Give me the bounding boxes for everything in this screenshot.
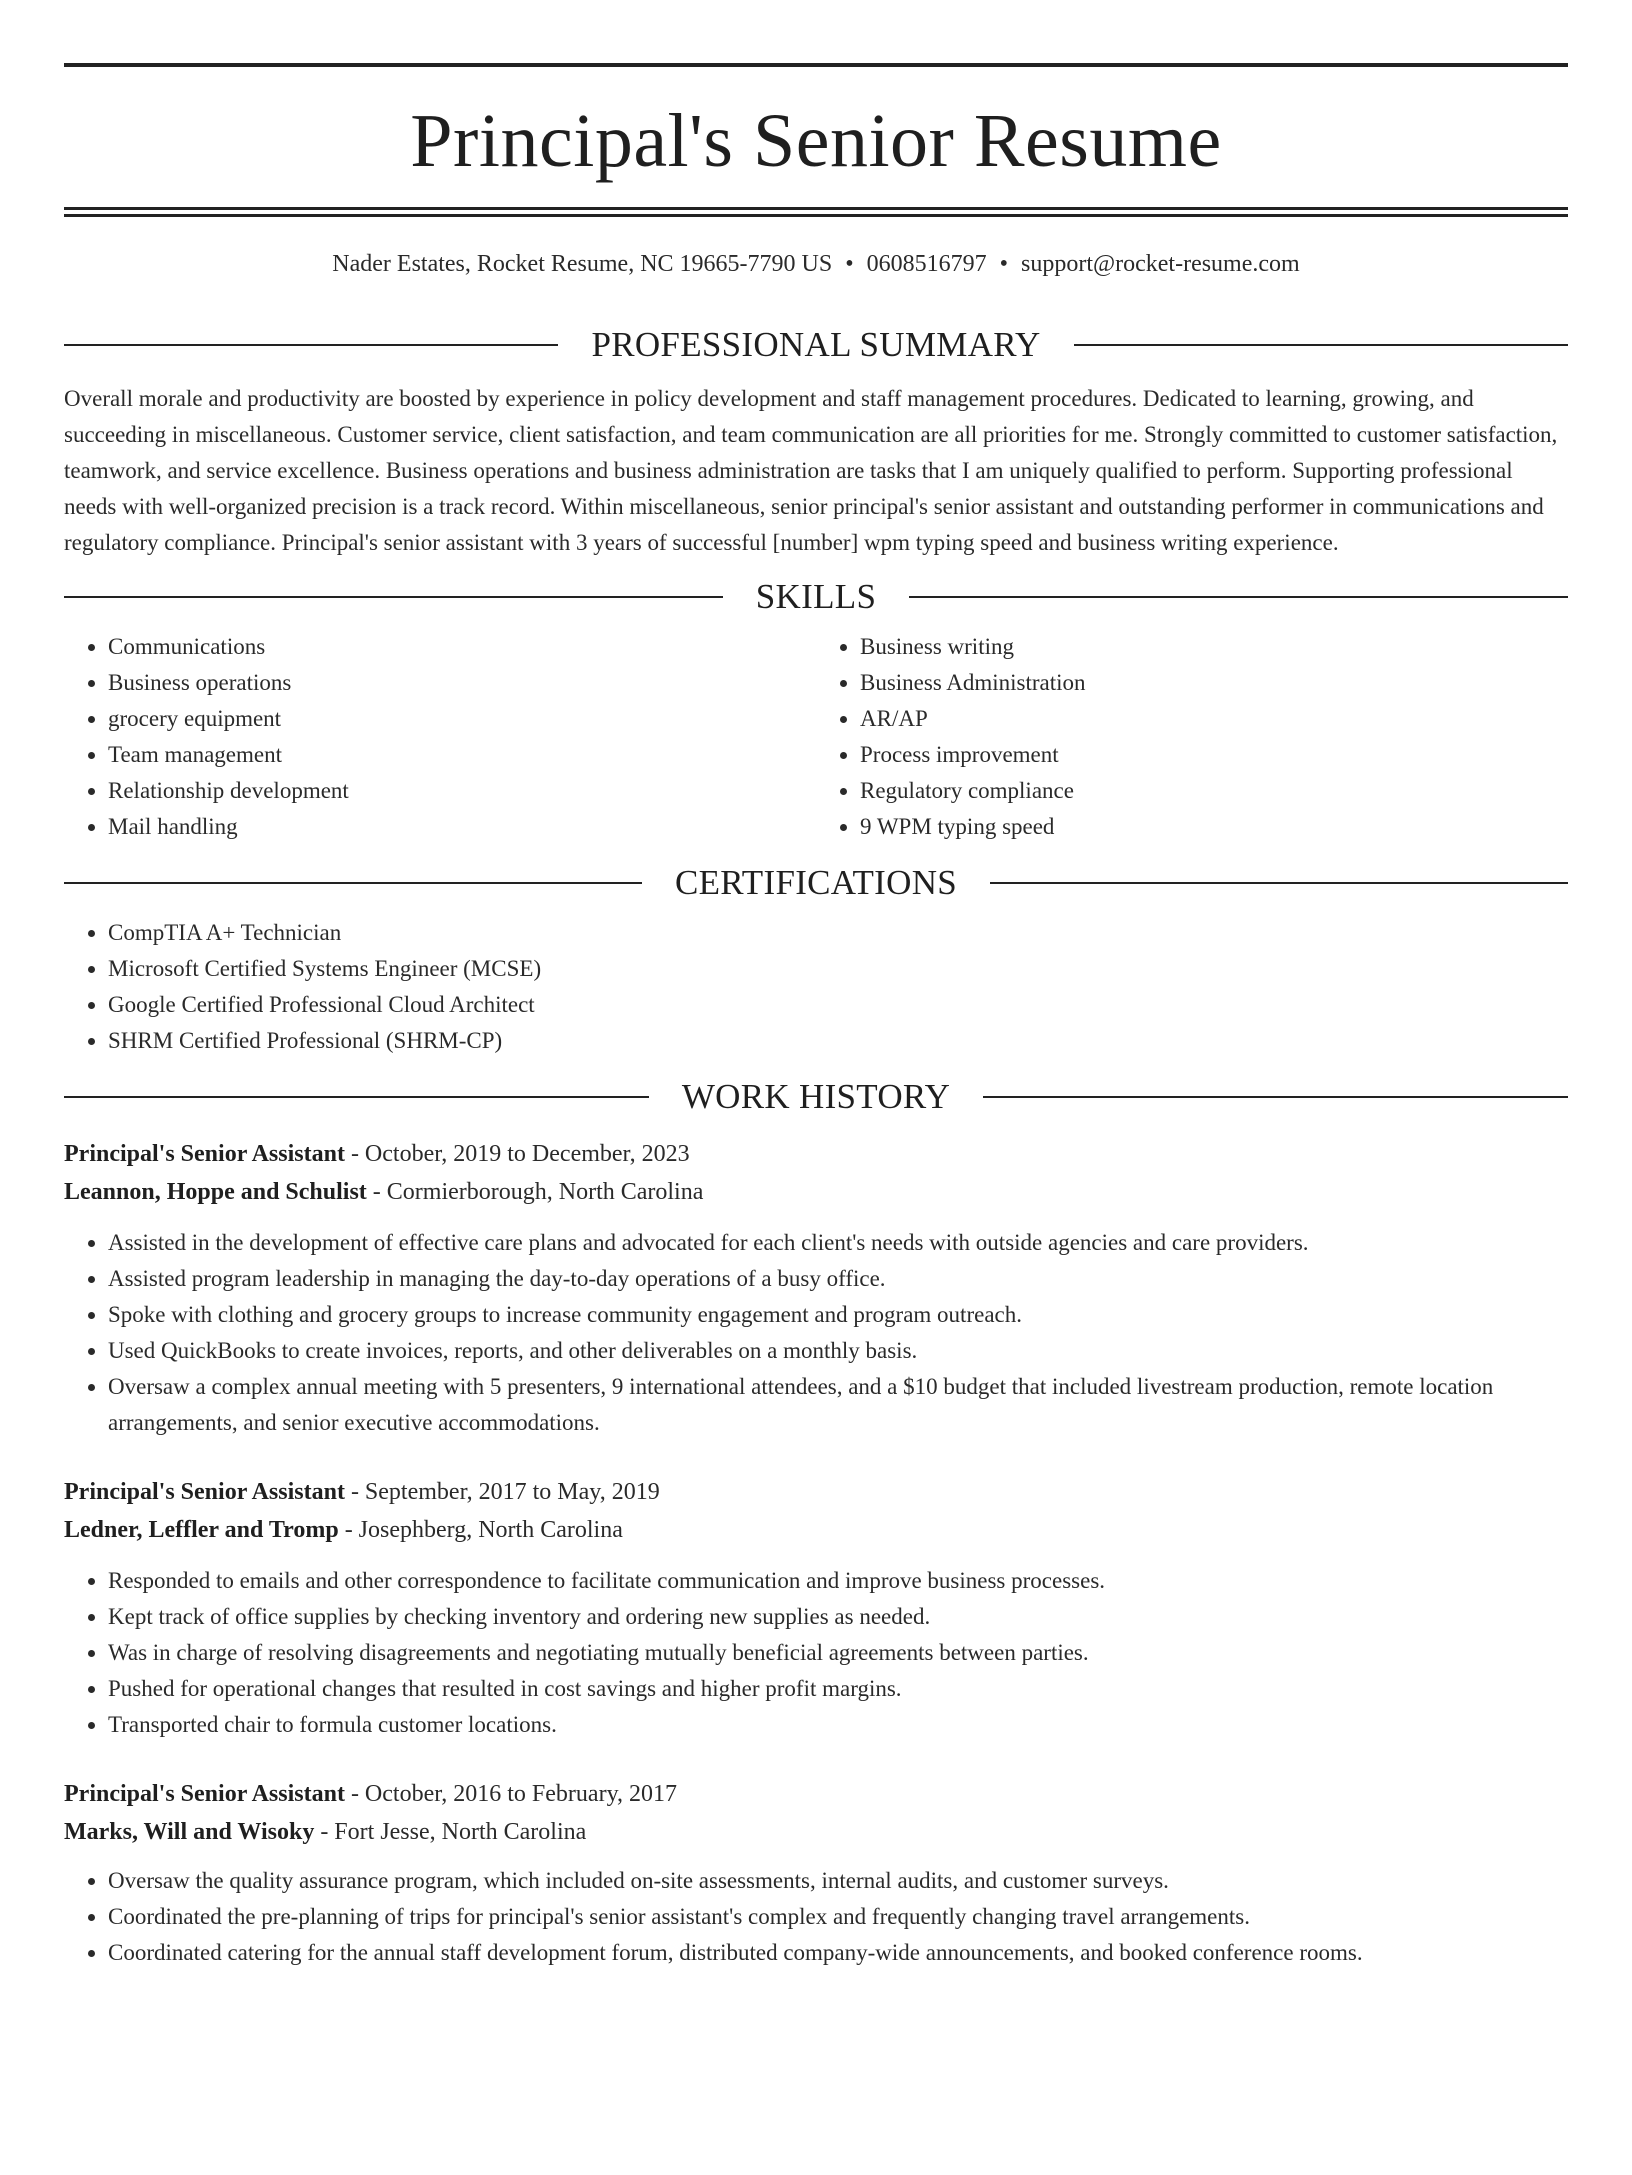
skills-list	[64, 629, 1568, 845]
job-title: Principal's Senior Assistant	[64, 1781, 345, 1807]
skill-item: • Business operations	[108, 665, 816, 701]
job-entry	[64, 1775, 1568, 1971]
skill-item: • AR/AP	[860, 701, 1568, 737]
certifications-section-header	[64, 863, 1568, 903]
job-company: Marks, Will and Wisoky	[64, 1819, 315, 1845]
skills-heading: SKILLS	[755, 577, 877, 616]
job-title-line	[64, 1135, 1568, 1173]
job-duty: • Spoke with clothing and grocery groups to increase community engagement and program outreach.	[108, 1297, 1568, 1333]
skill-item: • Relationship development	[108, 773, 816, 809]
work-history-section-header	[64, 1077, 1568, 1117]
contact-phone: 0608516797	[866, 251, 987, 277]
job-duties-list	[64, 1863, 1568, 1971]
job-duty: • Assisted program leadership in managing the day-to-day operations of a busy office.	[108, 1261, 1568, 1297]
job-company: Leannon, Hoppe and Schulist	[64, 1179, 367, 1205]
job-duty: • Transported chair to formula customer locations.	[108, 1707, 1568, 1743]
skill-item: • Mail handling	[108, 809, 816, 845]
job-duties-list	[64, 1563, 1568, 1743]
skill-item: • Communications	[108, 629, 816, 665]
top-rule	[64, 63, 1568, 67]
skills-column-right	[816, 629, 1568, 845]
skills-section-header	[64, 577, 1568, 617]
job-duty: • Responded to emails and other correspondence to facilitate communication and improve business processes.	[108, 1563, 1568, 1599]
job-company-line	[64, 1173, 1568, 1211]
certifications-heading: CERTIFICATIONS	[674, 863, 958, 902]
title-double-rule	[64, 207, 1568, 217]
job-company-line	[64, 1813, 1568, 1851]
summary-section-header	[64, 325, 1568, 365]
section-rule-left	[64, 344, 558, 346]
section-rule-left	[64, 882, 642, 884]
job-duty: • Used QuickBooks to create invoices, reports, and other deliverables on a monthly basis.	[108, 1333, 1568, 1369]
resume-title: Principal's Senior Resume	[410, 99, 1222, 183]
section-rule-right	[990, 882, 1568, 884]
work-history-heading: WORK HISTORY	[681, 1077, 951, 1116]
skills-column-left	[64, 629, 816, 845]
section-rule-right	[983, 1096, 1568, 1098]
job-duties-list	[64, 1225, 1568, 1441]
job-location: - Fort Jesse, North Carolina	[314, 1819, 587, 1845]
job-dates: - October, 2016 to February, 2017	[344, 1781, 678, 1807]
job-duty: • Pushed for operational changes that resulted in cost savings and higher profit margins.	[108, 1671, 1568, 1707]
resume-page	[0, 63, 1632, 2175]
job-location: - Cormierborough, North Carolina	[366, 1179, 704, 1205]
job-duty: • Coordinated the pre-planning of trips for principal's senior assistant's complex and frequently changing travel arrangements.	[108, 1899, 1568, 1935]
section-rule-right	[1074, 344, 1568, 346]
skill-item: • Regulatory compliance	[860, 773, 1568, 809]
job-company-line	[64, 1511, 1568, 1549]
contact-separator: •	[845, 251, 854, 277]
certification-item: • Microsoft Certified Systems Engineer (MCSE)	[108, 951, 1568, 987]
job-duty: • Oversaw a complex annual meeting with 5 presenters, 9 international attendees, and a $10 budget that included livestream production, remote location arrangements, and senior executive accommodations.	[108, 1369, 1568, 1441]
job-dates: - September, 2017 to May, 2019	[344, 1479, 660, 1505]
certification-item: • Google Certified Professional Cloud Architect	[108, 987, 1568, 1023]
skill-item: • Business Administration	[860, 665, 1568, 701]
section-rule-left	[64, 596, 723, 598]
summary-heading: PROFESSIONAL SUMMARY	[591, 325, 1041, 364]
job-location: - Josephberg, North Carolina	[338, 1517, 623, 1543]
skill-item: • 9 WPM typing speed	[860, 809, 1568, 845]
certifications-list	[64, 915, 1568, 1059]
job-duty: • Kept track of office supplies by checking inventory and ordering new supplies as needed.	[108, 1599, 1568, 1635]
job-dates: - October, 2019 to December, 2023	[344, 1141, 690, 1167]
job-duty: • Oversaw the quality assurance program, which included on-site assessments, internal audits, and customer surveys.	[108, 1863, 1568, 1899]
summary-paragraph: Overall morale and productivity are boosted by experience in policy development and staff management procedures. Dedicated to learning, growing, and succeeding in miscellaneous. Customer service, client satisfaction, and team communication are all priorities for me. Strongly committed to customer satisfaction, teamwork, and service excellence. Business operations and business administration are tasks that I am uniquely qualified to perform. Supporting professional needs with well-organized precision is a track record. Within miscellaneous, senior principal's senior assistant and outstanding performer in communications and regulatory compliance. Principal's senior assistant with 3 years of successful [number] wpm typing speed and business writing experience.	[64, 386, 1558, 555]
contact-separator: •	[999, 251, 1009, 277]
skill-item: • Process improvement	[860, 737, 1568, 773]
section-rule-right	[909, 596, 1568, 598]
contact-email: support@rocket-resume.com	[1021, 251, 1300, 277]
skill-item: • Business writing	[860, 629, 1568, 665]
certification-item: • CompTIA A+ Technician	[108, 915, 1568, 951]
skill-item: • Team management	[108, 737, 816, 773]
job-entry	[64, 1135, 1568, 1441]
job-company: Ledner, Leffler and Tromp	[64, 1517, 339, 1543]
skill-item: • grocery equipment	[108, 701, 816, 737]
section-rule-left	[64, 1096, 649, 1098]
job-duty: • Was in charge of resolving disagreements and negotiating mutually beneficial agreements between parties.	[108, 1635, 1568, 1671]
job-title: Principal's Senior Assistant	[64, 1479, 345, 1505]
job-entry	[64, 1473, 1568, 1743]
job-duty: • Coordinated catering for the annual staff development forum, distributed company-wide announcements, and booked conference rooms.	[108, 1935, 1568, 1971]
job-title: Principal's Senior Assistant	[64, 1141, 345, 1167]
job-title-line	[64, 1473, 1568, 1511]
job-duty: • Assisted in the development of effective care plans and advocated for each client's needs with outside agencies and care providers.	[108, 1225, 1568, 1261]
job-title-line	[64, 1775, 1568, 1813]
certification-item: • SHRM Certified Professional (SHRM-CP)	[108, 1023, 1568, 1059]
contact-address: Nader Estates, Rocket Resume, NC 19665-7790 US	[332, 251, 833, 277]
contact-line	[64, 249, 1568, 279]
